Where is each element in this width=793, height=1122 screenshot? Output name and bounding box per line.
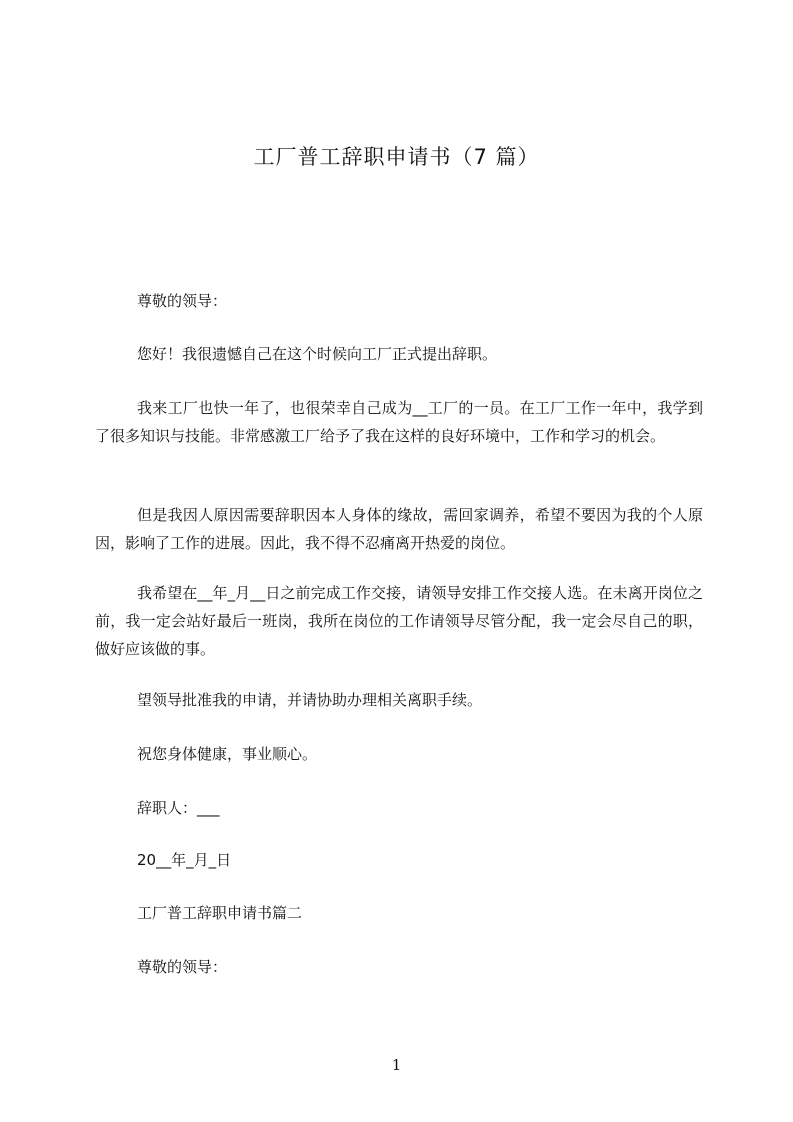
closing-wish: 祝您身体健康，事业顺心。 bbox=[137, 745, 318, 763]
greeting-paragraph: 您好！我很遗憾自己在这个时候向工厂正式提出辞职。 bbox=[137, 345, 498, 363]
page-number: 1 bbox=[391, 1056, 402, 1074]
request-paragraph: 望领导批准我的申请，并请协助办理相关离职手续。 bbox=[137, 691, 483, 709]
salutation-part-two: 尊敬的领导： bbox=[137, 958, 228, 976]
body-paragraph-2: 但是我因人原因需要辞职因本人身体的缘故，需回家调养，希望不要因为我的个人原因，影响了工作的进展。因此，我不得不忍痛离开热爱的岗位。 bbox=[95, 506, 703, 552]
body-paragraph-1: 我来工厂也快一年了，也很荣幸自己成为__工厂的一员。在工厂工作一年中，我学到了很多知识与技能。非常感激工厂给予了我在这样的良好环境中，工作和学习的机会。 bbox=[95, 399, 703, 445]
body-paragraph-3: 我希望在__年_月__日之前完成工作交接，请领导安排工作交接人选。在未离开岗位之前，我一定会站好最后一班岗，我所在岗位的工作请领导尽管分配，我一定会尽自己的职，做好应该做的事。 bbox=[95, 584, 703, 658]
date-line: 20__年_月_日 bbox=[137, 851, 232, 869]
salutation: 尊敬的领导： bbox=[137, 292, 228, 310]
section-heading-part-two: 工厂普工辞职申请书篇二 bbox=[137, 904, 303, 922]
document-title: 工厂普工辞职申请书（7 篇） bbox=[253, 145, 540, 169]
signature-line: 辞职人：___ bbox=[137, 799, 220, 817]
